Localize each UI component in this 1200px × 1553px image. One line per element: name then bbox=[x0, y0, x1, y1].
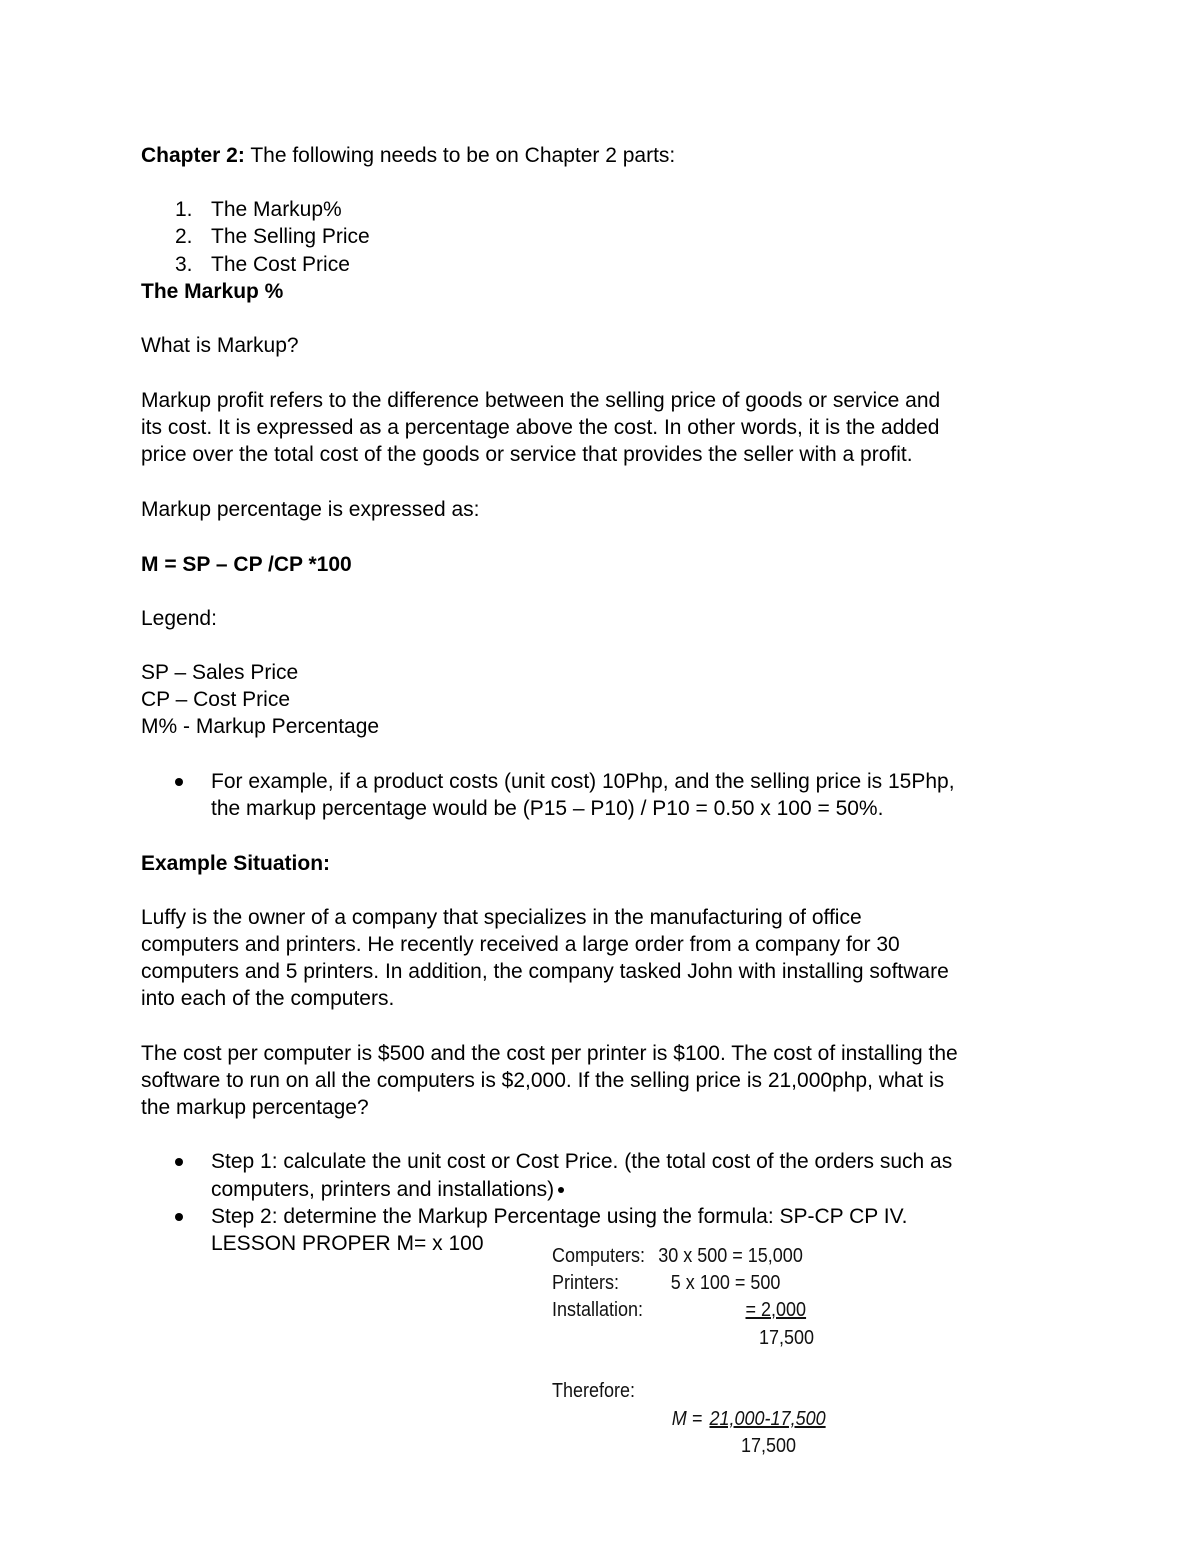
bullet-icon bbox=[175, 1213, 183, 1221]
legend-item: CP – Cost Price bbox=[141, 688, 290, 711]
paragraph-line: computers and printers. He recently received a large order from a company for 30 bbox=[141, 933, 900, 956]
bullet-icon bbox=[175, 778, 183, 786]
chapter-text: The following needs to be on Chapter 2 parts: bbox=[244, 144, 676, 167]
expressed-as-text: Markup percentage is expressed as: bbox=[141, 498, 480, 521]
bullet-line: For example, if a product costs (unit cost) 10Php, and the selling price is 15Php, bbox=[211, 770, 955, 793]
list-item: The Markup% bbox=[211, 198, 342, 221]
bullet-icon bbox=[558, 1187, 564, 1193]
legend-item: M% - Markup Percentage bbox=[141, 715, 380, 738]
calc-m-label: M = bbox=[671, 1408, 703, 1430]
step-line: Step 2: determine the Markup Percentage using the formula: SP-CP CP IV. bbox=[211, 1205, 908, 1228]
chapter-heading bbox=[141, 142, 675, 169]
legend-label: Legend: bbox=[141, 607, 217, 630]
calc-computers-label: Computers: bbox=[552, 1245, 646, 1267]
section-title-markup: The Markup % bbox=[141, 280, 284, 303]
paragraph-line: into each of the computers. bbox=[141, 987, 395, 1010]
bullet-icon bbox=[175, 1158, 183, 1166]
list-item-number: 3. bbox=[175, 253, 193, 276]
calculation-image bbox=[552, 1238, 826, 1468]
calc-m-numerator: 21,000-17,500 bbox=[709, 1408, 826, 1430]
calc-printers-expr: 5 x 100 = 500 bbox=[670, 1272, 781, 1294]
question-heading: What is Markup? bbox=[141, 334, 299, 357]
list-item-number: 1. bbox=[175, 198, 193, 221]
chapter-label: Chapter 2: bbox=[141, 144, 245, 167]
list-item-number: 2. bbox=[175, 225, 193, 248]
example-situation-title: Example Situation: bbox=[141, 852, 331, 875]
markup-formula: M = SP – CP /CP *100 bbox=[141, 553, 352, 576]
paragraph-line: Luffy is the owner of a company that specializes in the manufacturing of office bbox=[141, 906, 862, 929]
paragraph-line: Markup profit refers to the difference between the selling price of goods or service and bbox=[141, 389, 941, 412]
calc-total: 17,500 bbox=[759, 1327, 815, 1349]
paragraph-line: price over the total cost of the goods or service that provides the seller with a profit. bbox=[141, 443, 913, 466]
step-line: LESSON PROPER M= x 100 bbox=[211, 1232, 484, 1255]
paragraph-line: the markup percentage? bbox=[141, 1096, 369, 1119]
paragraph-line: software to run on all the computers is $2,000. If the selling price is 21,000php, what is bbox=[141, 1069, 945, 1092]
calc-computers-expr: 30 x 500 = 15,000 bbox=[658, 1245, 803, 1267]
step-line: Step 1: calculate the unit cost or Cost Price. (the total cost of the orders such as bbox=[211, 1150, 953, 1173]
step-line-text: computers, printers and installations) bbox=[211, 1178, 555, 1201]
paragraph-line: computers and 5 printers. In addition, the company tasked John with installing software bbox=[141, 960, 949, 983]
step-line bbox=[211, 1176, 564, 1203]
calc-installation-value: = 2,000 bbox=[745, 1299, 807, 1321]
calc-therefore: Therefore: bbox=[552, 1380, 636, 1402]
paragraph-line: its cost. It is expressed as a percentage above the cost. In other words, it is the added bbox=[141, 416, 940, 439]
calc-m-denominator: 17,500 bbox=[741, 1435, 797, 1457]
list-item: The Cost Price bbox=[211, 253, 350, 276]
list-item: The Selling Price bbox=[211, 225, 370, 248]
bullet-line: the markup percentage would be (P15 – P10) / P10 = 0.50 x 100 = 50%. bbox=[211, 797, 884, 820]
calc-installation-label: Installation: bbox=[552, 1299, 644, 1321]
calc-printers-label: Printers: bbox=[552, 1272, 620, 1294]
legend-item: SP – Sales Price bbox=[141, 661, 299, 684]
paragraph-line: The cost per computer is $500 and the cost per printer is $100. The cost of installing the bbox=[141, 1042, 958, 1065]
